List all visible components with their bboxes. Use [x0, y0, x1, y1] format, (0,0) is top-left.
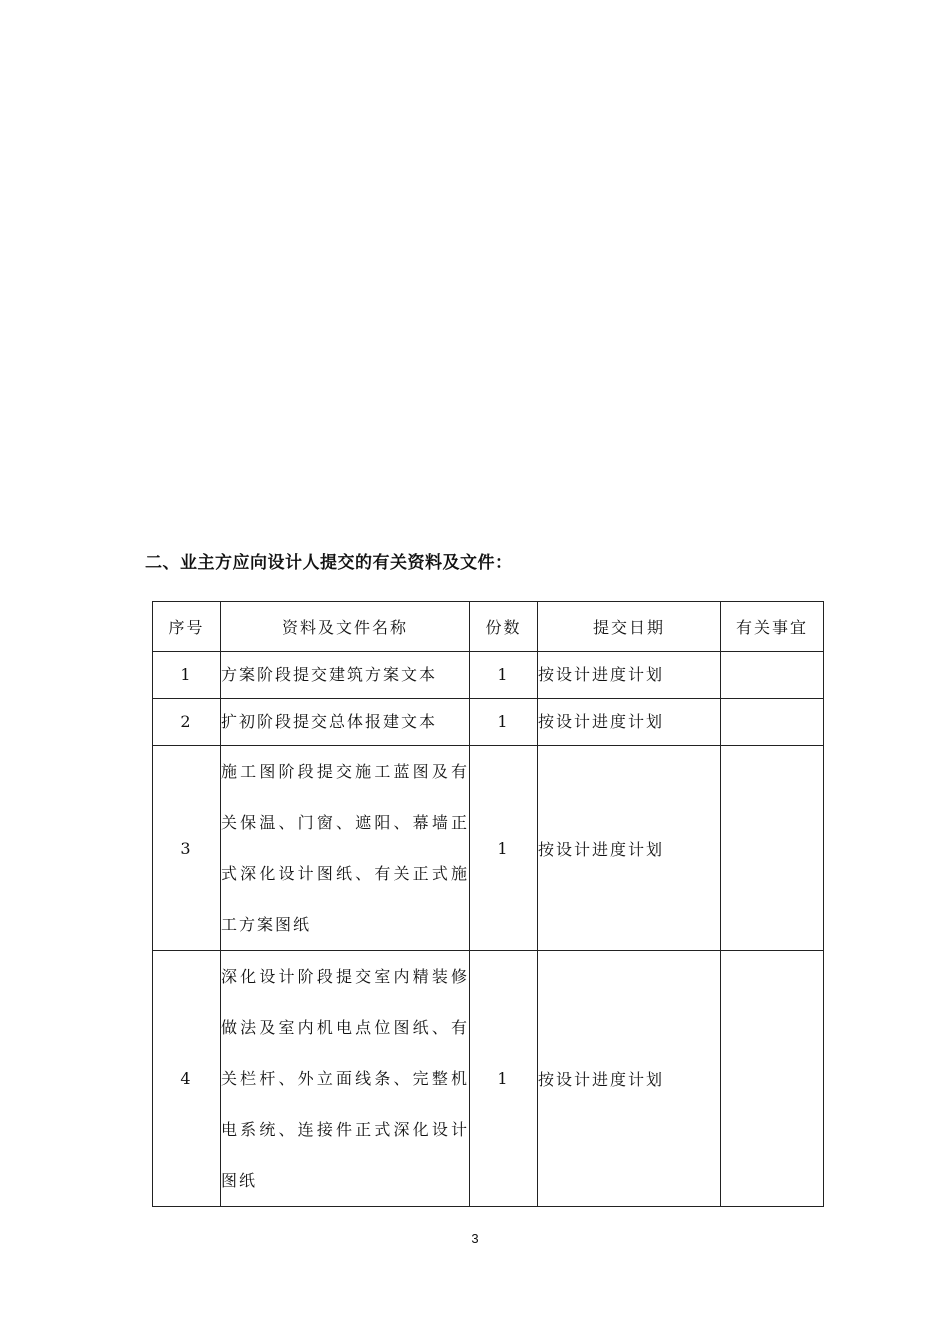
cell-date: 按设计进度计划 [538, 652, 721, 699]
header-seq: 序号 [153, 602, 221, 652]
table-row [153, 746, 824, 951]
section-heading: 二、业主方应向设计人提交的有关资料及文件： [145, 553, 513, 573]
cell-notes [721, 652, 824, 699]
cell-count: 1 [470, 699, 538, 746]
page-number: 3 [471, 1231, 479, 1246]
table-row [153, 652, 824, 699]
cell-date: 按设计进度计划 [538, 951, 721, 1207]
cell-name: 方案阶段提交建筑方案文本 [221, 652, 470, 699]
header-notes: 有关事宜 [721, 602, 824, 652]
cell-name: 施工图阶段提交施工蓝图及有关保温、门窗、遮阳、幕墙正式深化设计图纸、有关正式施工方案图纸 [221, 746, 470, 951]
cell-name: 扩初阶段提交总体报建文本 [221, 699, 470, 746]
cell-notes [721, 746, 824, 951]
cell-count: 1 [470, 951, 538, 1207]
cell-date: 按设计进度计划 [538, 746, 721, 951]
cell-name: 深化设计阶段提交室内精装修做法及室内机电点位图纸、有关栏杆、外立面线条、完整机电系统、连接件正式深化设计图纸 [221, 951, 470, 1207]
cell-notes [721, 699, 824, 746]
cell-seq: 4 [153, 951, 221, 1207]
cell-seq: 1 [153, 652, 221, 699]
header-date: 提交日期 [538, 602, 721, 652]
cell-date: 按设计进度计划 [538, 699, 721, 746]
table-header-row [153, 602, 824, 652]
documents-table [152, 601, 824, 1207]
cell-count: 1 [470, 652, 538, 699]
header-name: 资料及文件名称 [221, 602, 470, 652]
cell-seq: 3 [153, 746, 221, 951]
cell-count: 1 [470, 746, 538, 951]
header-count: 份数 [470, 602, 538, 652]
cell-notes [721, 951, 824, 1207]
cell-seq: 2 [153, 699, 221, 746]
table-row [153, 951, 824, 1207]
table-row [153, 699, 824, 746]
